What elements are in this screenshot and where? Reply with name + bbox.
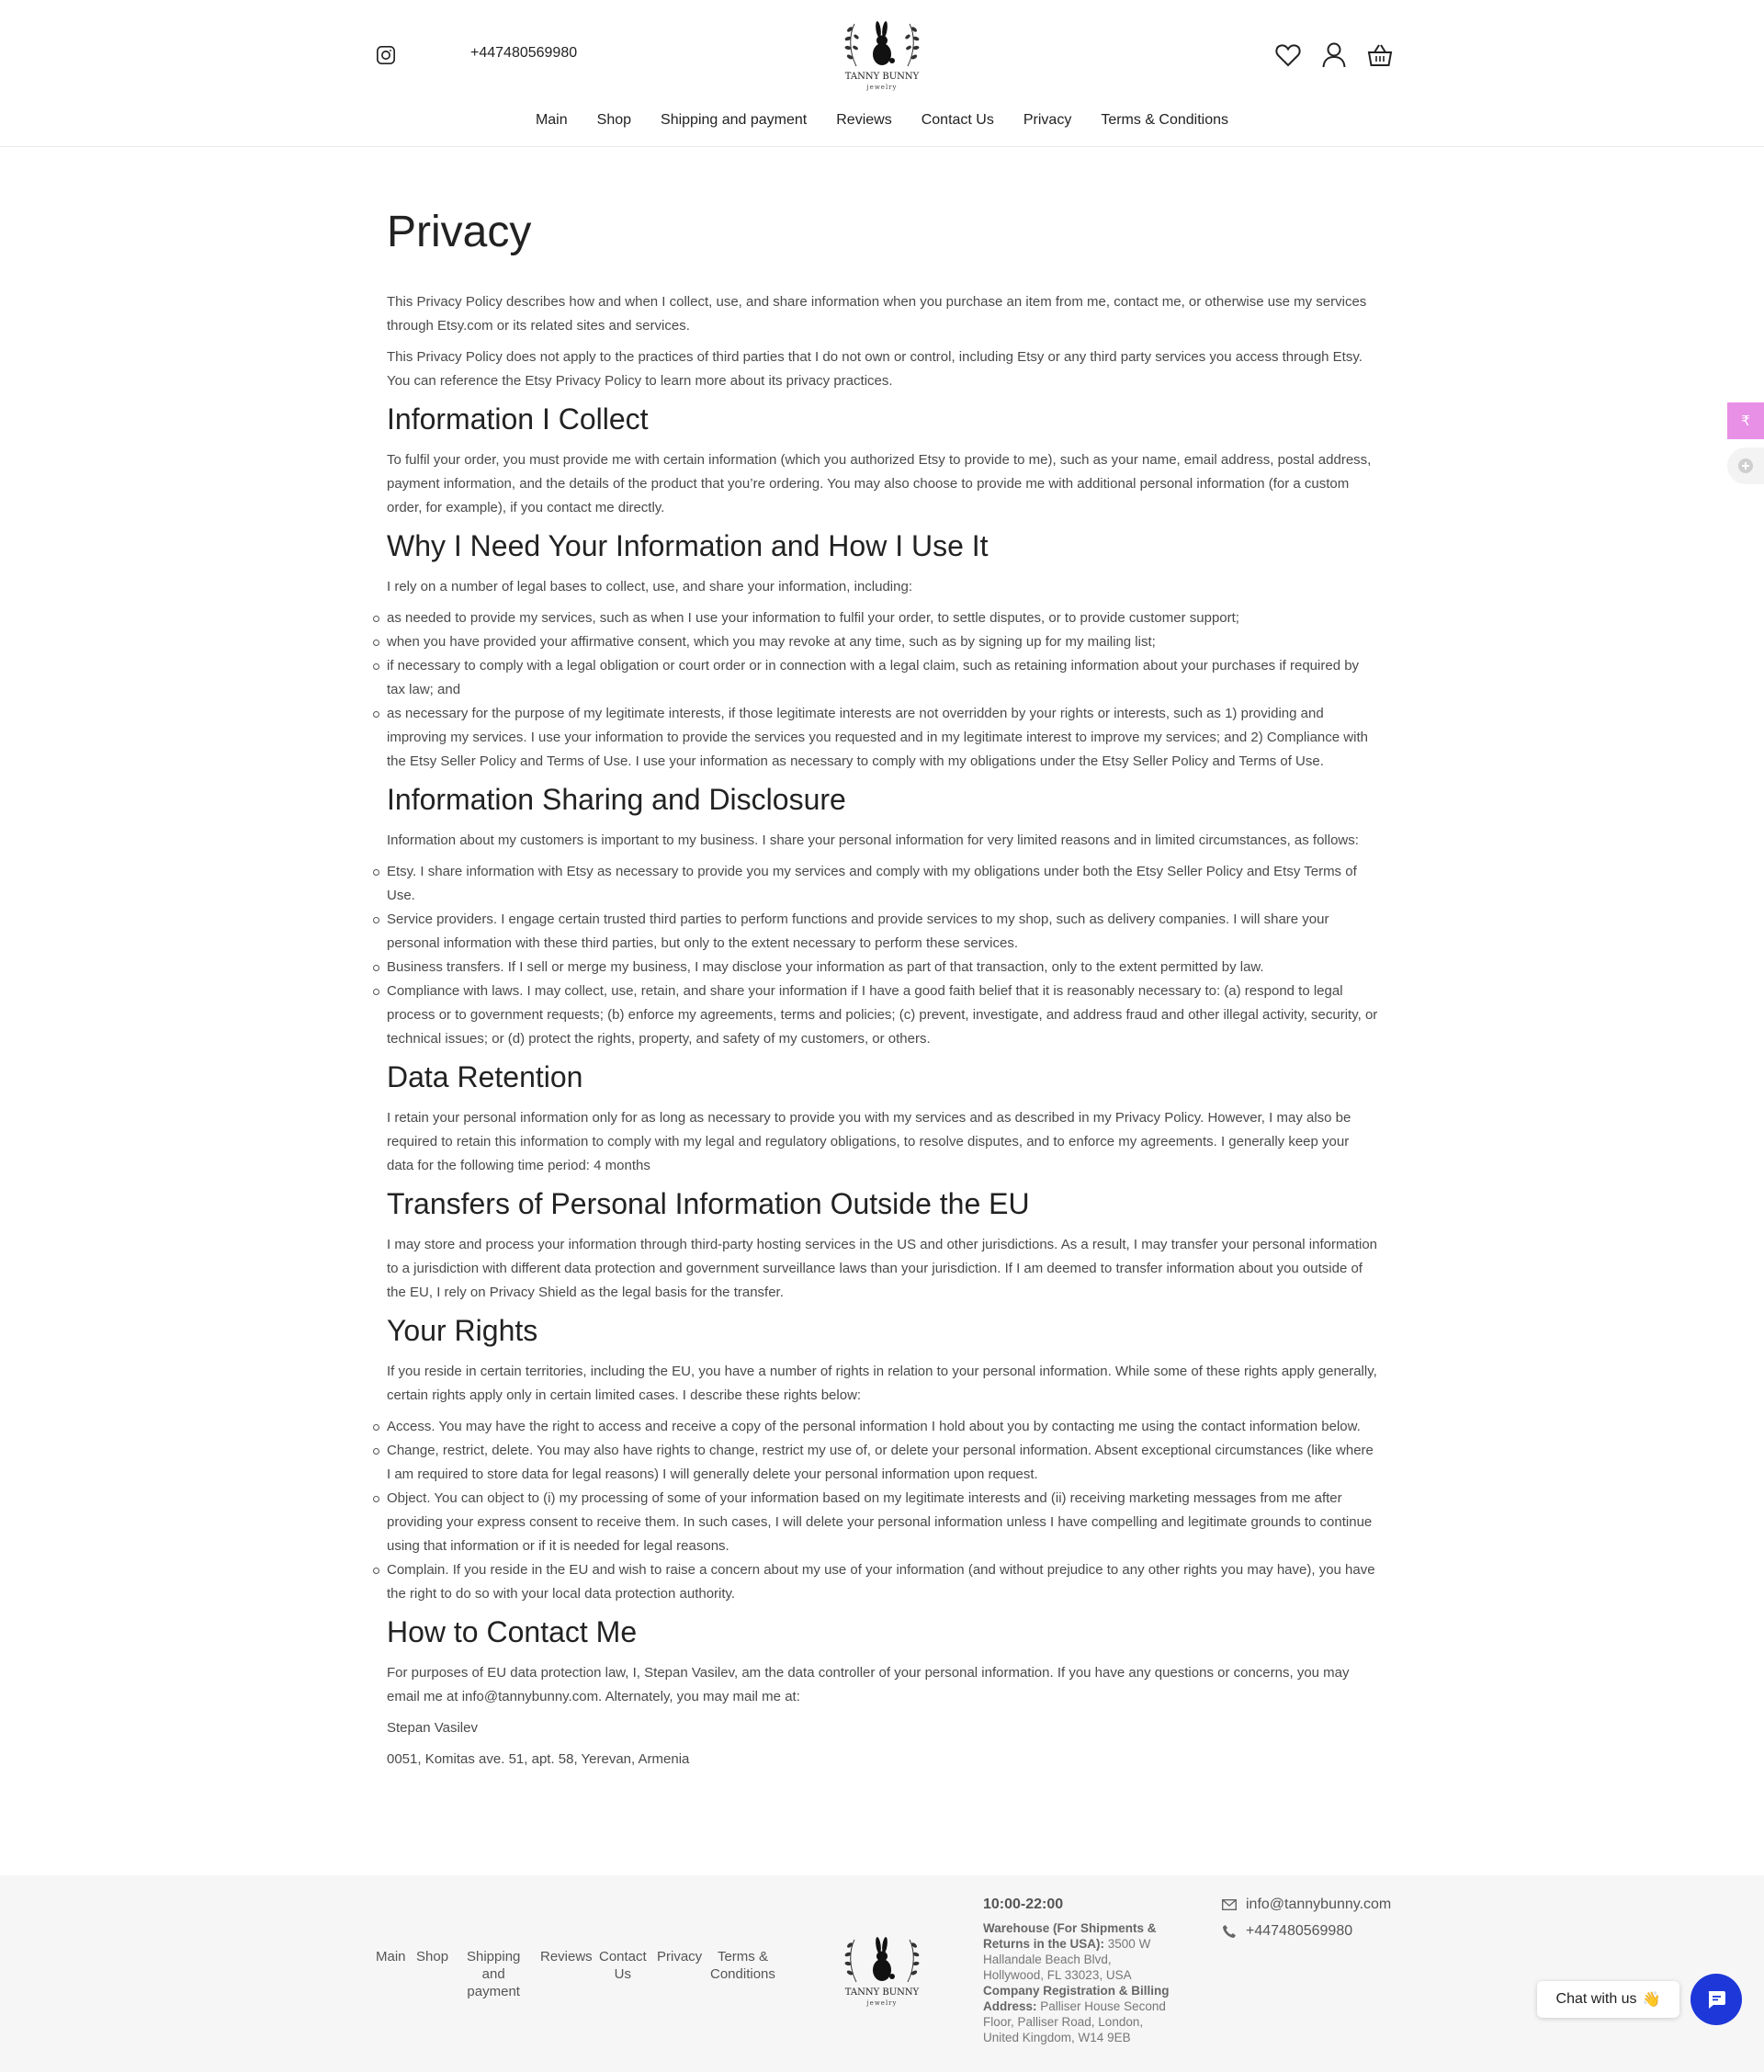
list-item: when you have provided your affirmative consent, which you may revoke at any time, such as by signing up for my mailing list; xyxy=(387,630,1379,654)
footer-nav-main[interactable]: Main xyxy=(376,1949,406,1964)
section-heading-your-rights: Your Rights xyxy=(387,1314,538,1347)
expand-plus-tab[interactable] xyxy=(1727,447,1764,484)
list-item: Access. You may have the right to access and receive a copy of the personal information I hold about you by contacting me using the contact information below. xyxy=(387,1415,1379,1439)
warehouse-label: Warehouse (For Shipments & Returns in the USA): xyxy=(983,1921,1157,1951)
section-heading-transfers-outside-eu: Transfers of Personal Information Outside the EU xyxy=(387,1187,1030,1220)
plus-icon xyxy=(1738,459,1753,473)
site-header xyxy=(0,0,1764,147)
footer-nav-shop[interactable]: Shop xyxy=(416,1949,449,1964)
footer-nav-line: Conditions xyxy=(710,1966,775,1982)
laurel-left-decoration xyxy=(845,24,859,66)
cart-basket-icon[interactable] xyxy=(1367,43,1393,67)
nav-reviews[interactable]: Reviews xyxy=(836,112,892,128)
footer-phone: +447480569980 xyxy=(1246,1923,1353,1939)
controller-address: 0051, Komitas ave. 51, apt. 58, Yerevan, Armenia xyxy=(387,1751,690,1767)
instagram-icon[interactable] xyxy=(376,45,396,65)
footer-nav-line: Shipping xyxy=(467,1949,521,1964)
footer-tanny-bunny-logo[interactable] xyxy=(836,1932,928,2010)
company-address: Palliser House Second Floor, Palliser Road, London, United Kingdom, W14 9EB xyxy=(983,1999,1166,2044)
footer-addresses xyxy=(983,1920,1171,2045)
nav-shipping-and-payment[interactable]: Shipping and payment xyxy=(661,112,808,128)
section-paragraph: Information about my customers is important to my business. I share your personal information for very limited reasons and in limited circumstances, as follows: xyxy=(387,832,1359,848)
logo-subtitle: jewelry xyxy=(866,84,898,91)
footer-nav-reviews[interactable]: Reviews xyxy=(540,1949,593,1964)
footer-nav-terms-and-conditions[interactable] xyxy=(710,1948,775,1983)
phone-icon xyxy=(1222,1924,1237,1939)
main-navigation xyxy=(0,112,1764,129)
list-item: Service providers. I engage certain trusted third parties to perform functions and provide services to my shop, such as delivery companies. I will share your personal information with these third parties, but only to the extent necessary to perform these services. xyxy=(387,908,1379,956)
chat-label: Chat with us xyxy=(1555,1991,1637,2007)
footer-email: info@tannybunny.com xyxy=(1246,1897,1392,1912)
list-item: Compliance with laws. I may collect, use, retain, and share your information if I have a good faith belief that it is reasonably necessary to: (a) respond to legal process or to government requests; (b) enforce my agreements, terms and policies; (c) prevent, investigate, and address fraud and other illegal activity, security, or technical issues; or (d) protect the rights, property, and safety of my customers, or others. xyxy=(387,979,1379,1051)
section-paragraph: To fulfil your order, you must provide me with certain information (which you authorized Etsy to provide to me), such as your name, email address, postal address, payment information, and the details of the product that you’re ordering. You may also choose to provide me with additional personal information (for a custom order, for example), if you contact me directly. xyxy=(387,452,1372,515)
list-item: Complain. If you reside in the EU and wish to raise a concern about my use of your information (and without prejudice to any other rights you may have), you have the right to do so with your local data protection authority. xyxy=(387,1558,1379,1606)
footer-nav-line: Us xyxy=(614,1966,632,1982)
section-paragraph: If you reside in certain territories, including the EU, you have a number of rights in relation to your personal information. While some of these rights apply generally, certain rights apply only in certain limited cases. I describe these rights below: xyxy=(387,1364,1377,1403)
footer-nav-line: Terms & xyxy=(717,1949,768,1964)
list-item: as necessary for the purpose of my legitimate interests, if those legitimate interests are not overridden by your rights or interests, such as 1) providing and improving my services. I use your information to provide the services you requested and in my legitimate interest to improve my services; and 2) Compliance with the Etsy Seller Policy and Terms of Use. I use your information as necessary to comply with my obligations under the Etsy Seller Policy and Terms of Use. xyxy=(387,702,1379,774)
footer-nav-line: Contact xyxy=(599,1949,647,1964)
footer-nav-privacy[interactable]: Privacy xyxy=(657,1949,703,1964)
section-heading-information-collect: Information I Collect xyxy=(387,402,649,436)
footer-nav-line: and xyxy=(481,1966,505,1982)
bunny-silhouette xyxy=(873,21,895,65)
section-paragraph: I retain your personal information only for as long as necessary to provide you with my services and as described in my Privacy Policy. However, I may also be required to retain this information to comply with my legal and regulatory obligations, to resolve disputes, and to enforce my agreements. I generally keep your data for the following time period: 4 months xyxy=(387,1110,1351,1173)
chat-bubble-icon xyxy=(1705,1988,1727,2010)
list-item: Object. You can object to (i) my processing of some of your information based on my legitimate interests and (ii) receiving marketing messages from me after providing your express consent to receive them. In such cases, I will delete your personal information unless I have compelling and legitimate grounds to continue using that information or if it is needed for legal reasons. xyxy=(387,1487,1379,1558)
sharing-list xyxy=(387,860,1379,1051)
intro-paragraph: This Privacy Policy describes how and when I collect, use, and share information when you purchase an item from me, contact me, or otherwise use my services through Etsy.com or its related sites and services. xyxy=(387,294,1367,334)
page-title: Privacy xyxy=(387,208,532,256)
header-phone-link[interactable]: +447480569980 xyxy=(470,45,578,61)
footer-nav-shipping-and-payment[interactable] xyxy=(467,1948,520,2000)
section-heading-sharing-disclosure: Information Sharing and Disclosure xyxy=(387,783,846,816)
nav-privacy[interactable]: Privacy xyxy=(1023,112,1072,128)
privacy-policy-content xyxy=(387,202,1379,1779)
company-label: Company Registration & Billing Address: xyxy=(983,1984,1170,2013)
site-footer xyxy=(0,1875,1764,2072)
chat-with-us-bubble[interactable] xyxy=(1537,1981,1679,2018)
waving-hand-icon: 👋 xyxy=(1642,1992,1661,2008)
controller-name: Stepan Vasilev xyxy=(387,1720,478,1736)
footer-nav-line: payment xyxy=(467,1984,520,1999)
list-item: as needed to provide my services, such as when I use your information to fulfil your order, to settle disputes, or to provide customer support; xyxy=(387,606,1379,630)
list-item: Change, restrict, delete. You may also have rights to change, restrict my use of, or delete your personal information. Absent exceptional circumstances (like where I am required to store data for legal reasons) I will generally delete your personal information upon request. xyxy=(387,1439,1379,1487)
footer-email-link[interactable] xyxy=(1222,1897,1391,1913)
nav-contact-us[interactable]: Contact Us xyxy=(921,112,994,128)
wishlist-heart-icon[interactable] xyxy=(1275,43,1301,67)
business-hours: 10:00-22:00 xyxy=(983,1897,1064,1912)
section-paragraph: I rely on a number of legal bases to collect, use, and share your information, including: xyxy=(387,579,912,594)
footer-logo-wordmark: TANNY BUNNY xyxy=(844,1987,920,1998)
intro-paragraph: This Privacy Policy does not apply to the practices of third parties that I do not own or control, including Etsy or any third party services you access through Etsy. You can reference the Etsy Privacy Policy to learn more about its privacy practices. xyxy=(387,349,1363,389)
list-item: Business transfers. If I sell or merge my business, I may disclose your information as part of that transaction, only to the extent permitted by law. xyxy=(387,956,1379,979)
footer-phone-link[interactable] xyxy=(1222,1923,1352,1940)
section-heading-why-need-info: Why I Need Your Information and How I Use It xyxy=(387,529,989,562)
footer-nav-contact-us[interactable] xyxy=(599,1948,647,1983)
logo-wordmark: TANNY BUNNY xyxy=(844,72,920,82)
tanny-bunny-logo[interactable] xyxy=(836,17,928,94)
list-item: if necessary to comply with a legal obligation or court order or in connection with a legal claim, such as retaining information about your purchases if required by tax law; and xyxy=(387,654,1379,702)
footer-logo-subtitle: jewelry xyxy=(866,1999,898,2007)
envelope-icon xyxy=(1222,1899,1237,1910)
laurel-right-decoration xyxy=(905,24,919,66)
warehouse-address: 3500 W Hallandale Beach Blvd, Hollywood, FL 33023, USA xyxy=(983,1937,1151,1982)
rights-list xyxy=(387,1415,1379,1606)
section-paragraph: For purposes of EU data protection law, I, Stepan Vasilev, am the data controller of your personal information. If you have any questions or concerns, you may email me at info@tannybunny.com. Alternately, you may mail me at: xyxy=(387,1665,1350,1704)
section-heading-how-to-contact: How to Contact Me xyxy=(387,1615,638,1648)
legal-bases-list xyxy=(387,606,1379,774)
currency-switcher-tab[interactable]: ₹ xyxy=(1727,402,1764,439)
nav-shop[interactable]: Shop xyxy=(596,112,632,128)
chat-launcher-button[interactable] xyxy=(1690,1974,1742,2025)
list-item: Etsy. I share information with Etsy as necessary to provide you my services and comply with my obligations under both the Etsy Seller Policy and Etsy Terms of Use. xyxy=(387,860,1379,908)
nav-main[interactable]: Main xyxy=(535,112,568,128)
account-user-icon[interactable] xyxy=(1322,42,1346,68)
nav-terms-and-conditions[interactable]: Terms & Conditions xyxy=(1101,112,1229,128)
section-heading-data-retention: Data Retention xyxy=(387,1060,583,1093)
section-paragraph: I may store and process your information through third-party hosting services in the US and other jurisdictions. As a result, I may transfer your personal information to a jurisdiction with different data protection and government surveillance laws than your jurisdiction. If I am deemed to transfer information about you outside of the EU, I rely on Privacy Shield as the legal basis for the transfer. xyxy=(387,1237,1378,1300)
